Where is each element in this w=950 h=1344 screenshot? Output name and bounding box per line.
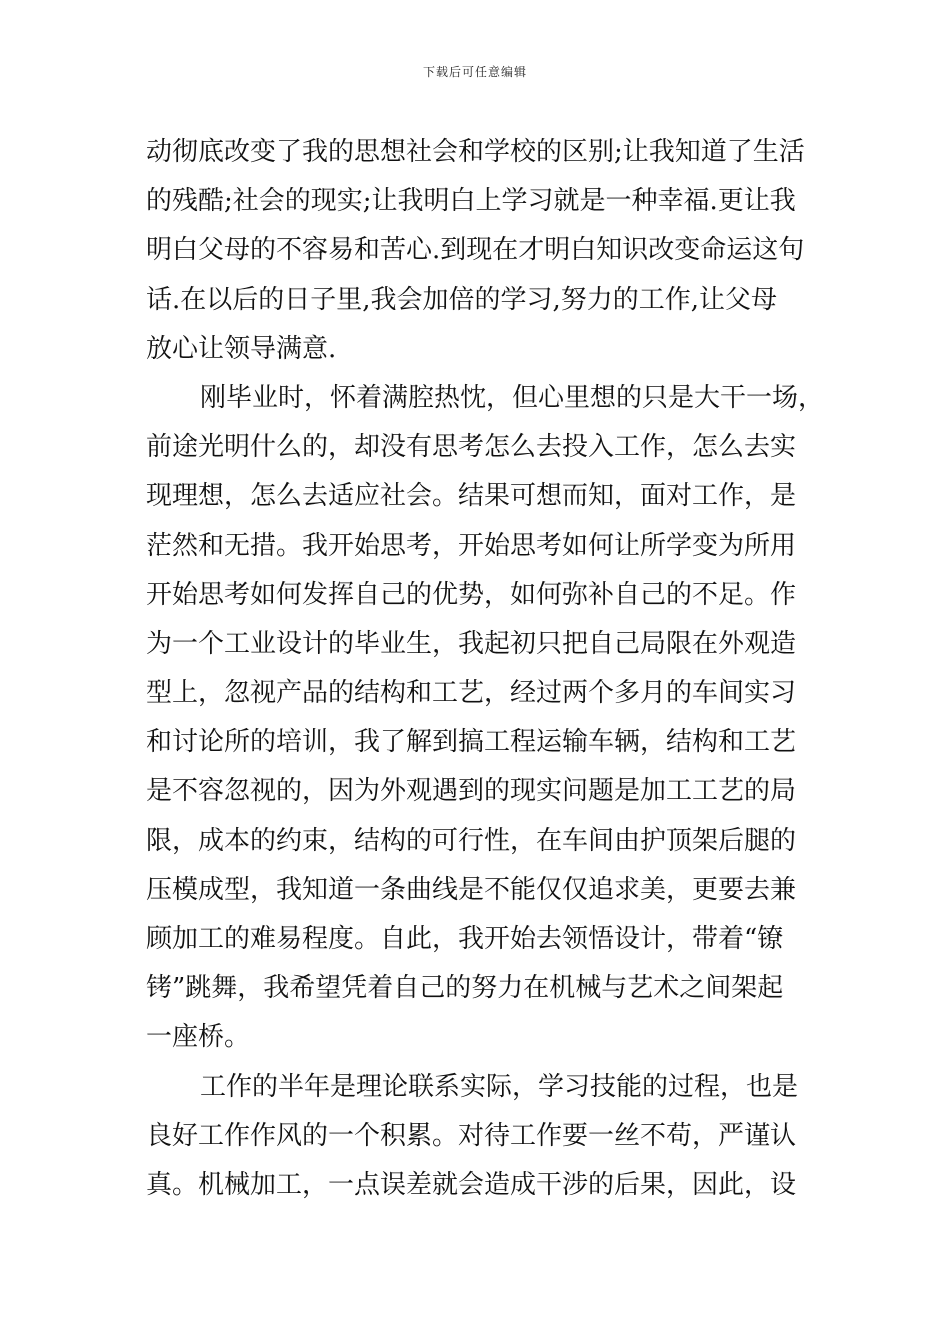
text-line: 真。机械加工，一点误差就会造成干涉的后果，因此，设 bbox=[146, 1169, 797, 1200]
text-line: 开始思考如何发挥自己的优势，如何弥补自己的不足。作 bbox=[146, 579, 797, 610]
text-line: 型上，忽视产品的结构和工艺，经过两个多月的车间实习 bbox=[146, 678, 797, 709]
page-header: 下载后可任意编辑 bbox=[422, 65, 527, 79]
text-line: 是不容忽视的，因为外观遇到的现实问题是加工工艺的局 bbox=[146, 776, 797, 807]
text-line: 限，成本的约束，结构的可行性，在车间由护顶架后腿的 bbox=[146, 825, 797, 856]
text-line: 为一个工业设计的毕业生，我起初只把自己局限在外观造 bbox=[146, 628, 797, 659]
text-line: 放心让领导满意. bbox=[146, 333, 337, 364]
paragraph-first-line: 刚毕业时，怀着满腔热忱，但心里想的只是大干一场， bbox=[200, 382, 825, 413]
text-line: 良好工作作风的一个积累。对待工作要一丝不苟，严谨认 bbox=[146, 1120, 797, 1151]
text-line: 铐”跳舞，我希望凭着自己的努力在机械与艺术之间架起 bbox=[146, 973, 784, 1004]
text-line: 明白父母的不容易和苦心.到现在才明白知识改变命运这句 bbox=[146, 235, 805, 266]
text-line: 动彻底改变了我的思想社会和学校的区别;让我知道了生活 bbox=[146, 137, 805, 167]
document-body bbox=[146, 128, 825, 1210]
text-line: 和讨论所的培训，我了解到搞工程运输车辆，结构和工艺 bbox=[146, 727, 797, 758]
text-line: 前途光明什么的，却没有思考怎么去投入工作，怎么去实 bbox=[146, 432, 797, 463]
text-line: 压模成型，我知道一条曲线是不能仅仅追求美，更要去兼 bbox=[146, 874, 797, 905]
text-line: 一座桥。 bbox=[146, 1022, 251, 1053]
text-line: 现理想，怎么去适应社会。结果可想而知，面对工作，是 bbox=[146, 481, 797, 512]
text-line: 的残酷;社会的现实;让我明白上学习就是一种幸福.更让我 bbox=[146, 186, 796, 217]
text-line: 顾加工的难易程度。自此，我开始去领悟设计，带着“镣 bbox=[146, 924, 784, 954]
text-line: 话.在以后的日子里,我会加倍的学习,努力的工作,让父母 bbox=[146, 284, 778, 315]
paragraph-first-line: 工作的半年是理论联系实际，学习技能的过程，也是 bbox=[200, 1071, 799, 1102]
text-line: 茫然和无措。我开始思考，开始思考如何让所学变为所用 bbox=[146, 530, 797, 561]
